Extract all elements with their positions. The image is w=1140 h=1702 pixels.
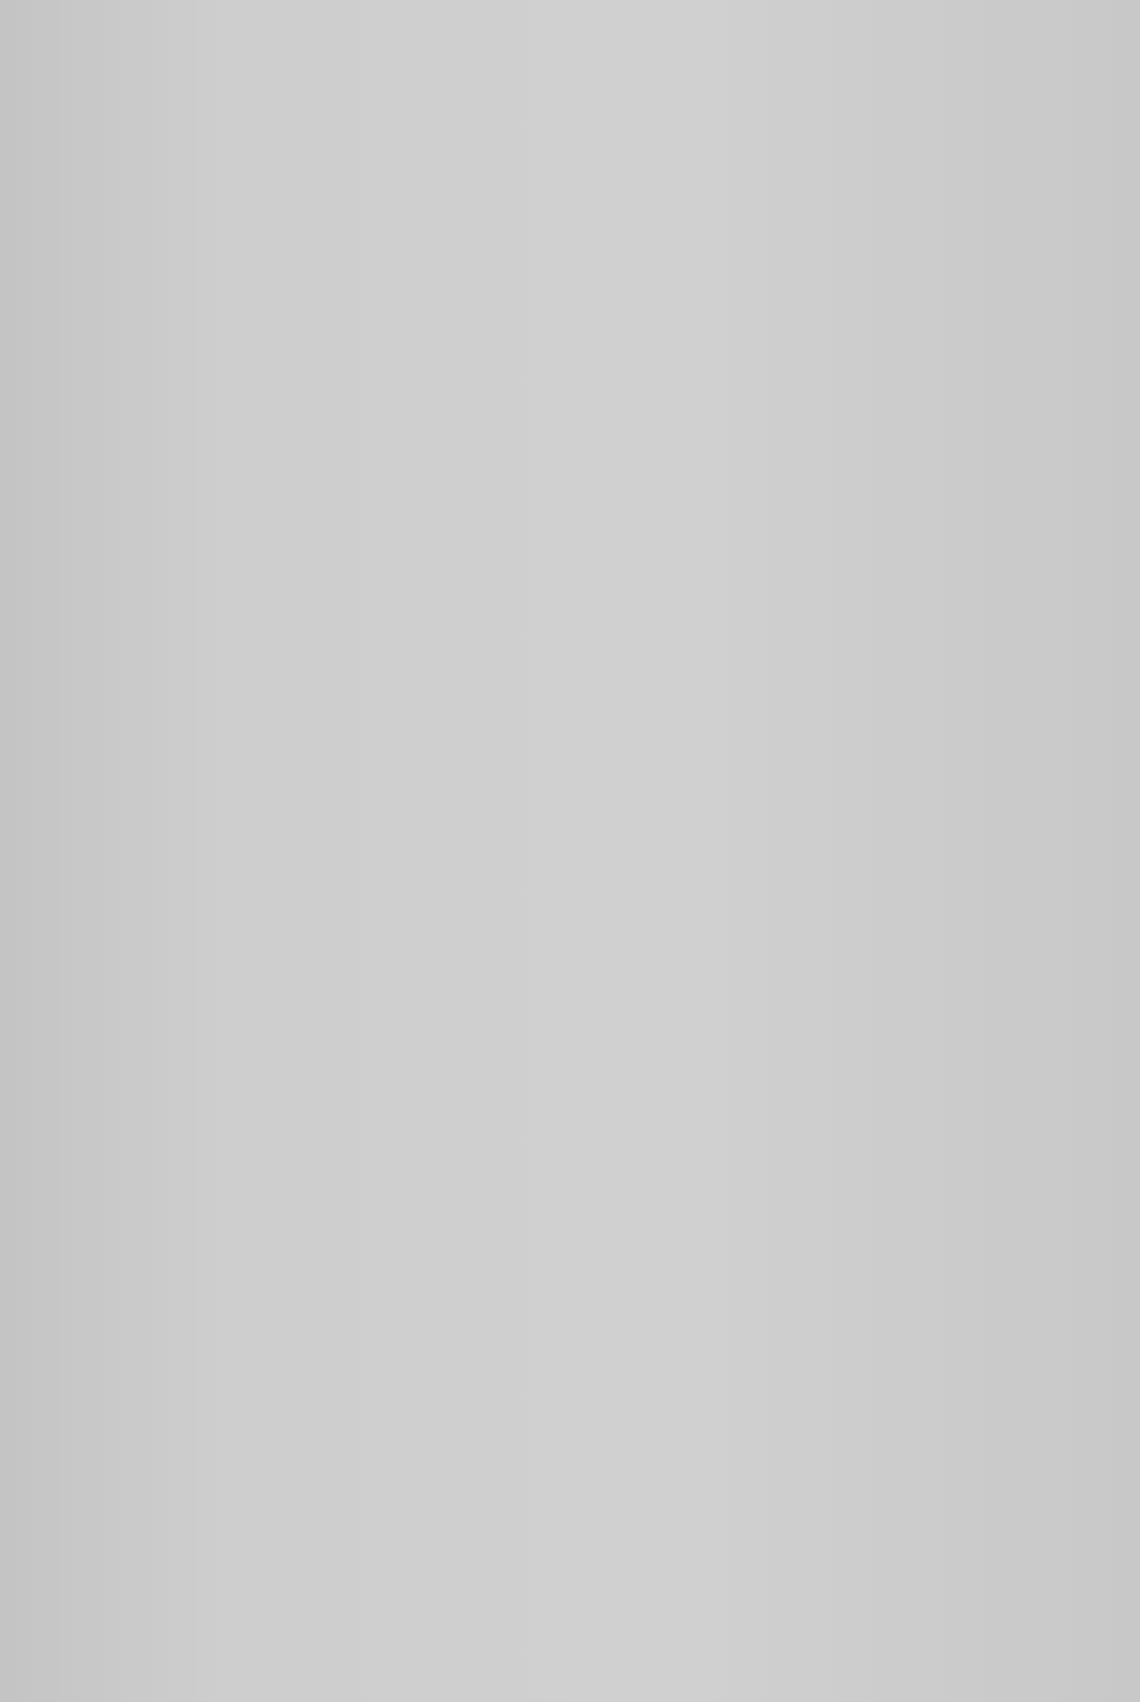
- figure-180-prism-net: [0, 380, 1140, 1180]
